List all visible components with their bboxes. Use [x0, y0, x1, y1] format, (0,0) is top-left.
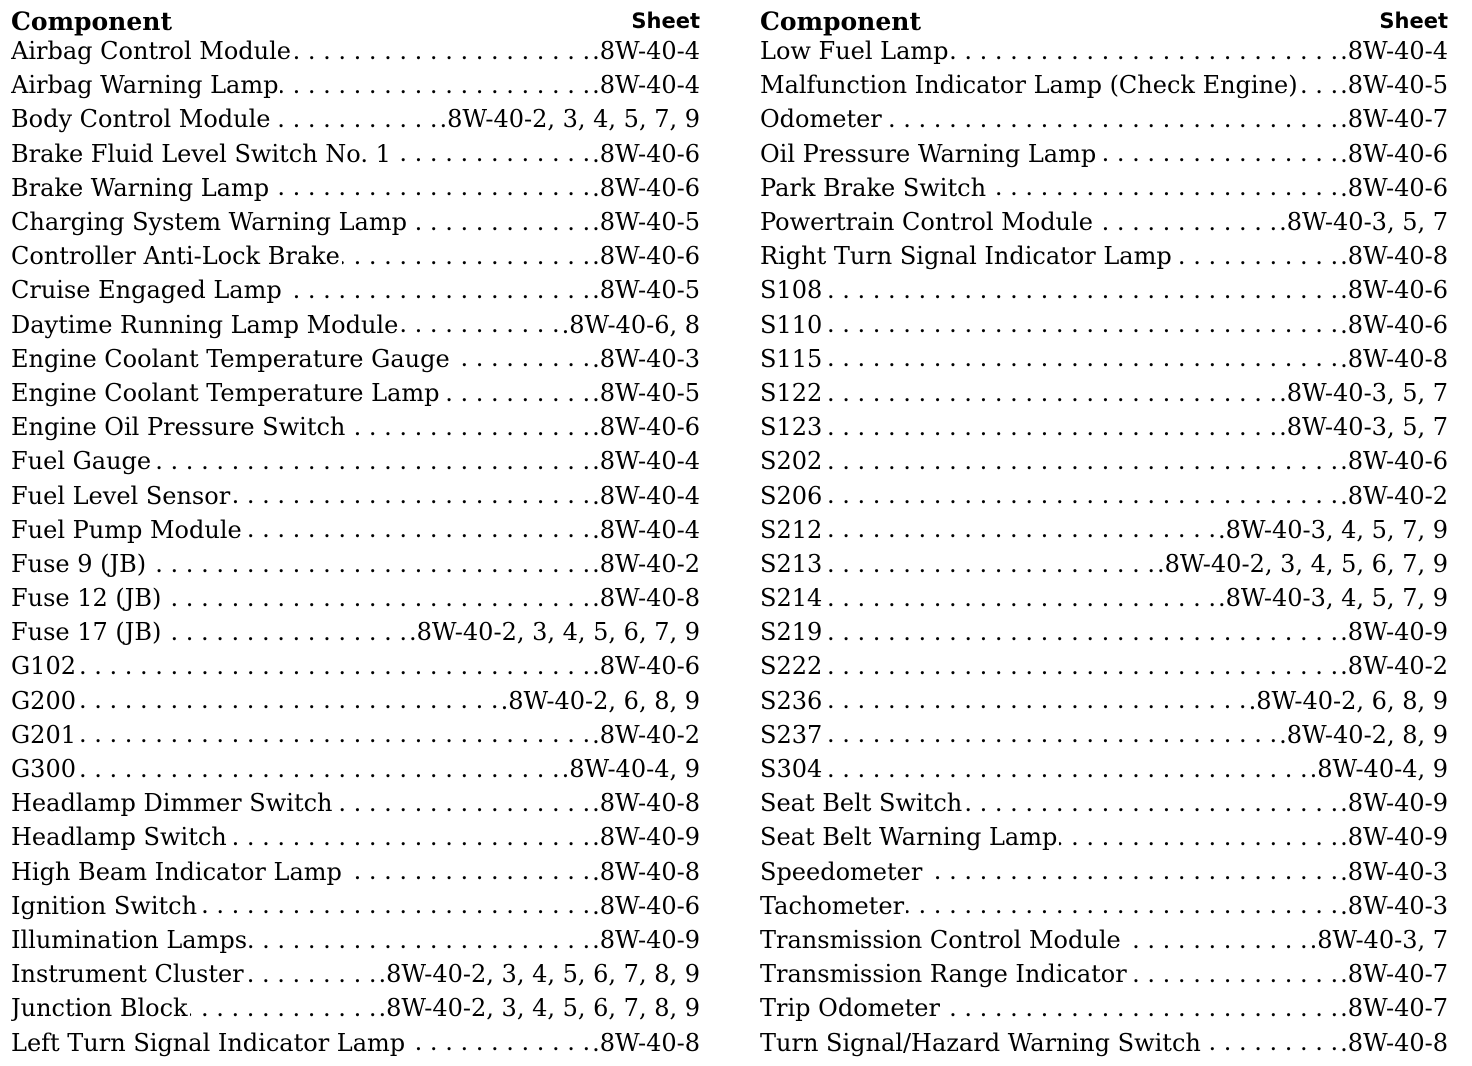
component-row [760, 444, 1448, 478]
sheet-reference: .8W-40-4 [592, 447, 700, 476]
sheet-reference: .8W-40-2, 3, 4, 5, 6, 7, 9 [1156, 549, 1448, 578]
sheet-reference: .8W-40-3 [1340, 857, 1448, 886]
dot-leader [163, 584, 590, 613]
left-column-header [11, 0, 700, 34]
component-name: Transmission Range Indicator [760, 960, 1127, 989]
component-name: S304 [760, 755, 823, 784]
component-row [760, 547, 1448, 581]
dot-leader [824, 379, 1277, 408]
dot-leader [824, 344, 1338, 373]
dot-leader [342, 242, 590, 271]
dot-leader [824, 550, 1155, 579]
component-name: S110 [760, 310, 823, 339]
sheet-reference: .8W-40-6 [592, 891, 700, 920]
sheet-reference: .8W-40-4 [592, 515, 700, 544]
component-name: Brake Warning Lamp [11, 173, 270, 202]
component-name: Charging System Warning Lamp [11, 208, 407, 237]
component-name: S123 [760, 413, 823, 442]
dot-leader [334, 789, 590, 818]
sheet-reference: .8W-40-2, 6, 8, 9 [1248, 686, 1448, 715]
component-name: Powertrain Control Module [760, 208, 1093, 237]
component-row [760, 376, 1448, 410]
sheet-reference: .8W-40-4 [592, 37, 700, 66]
dot-leader [824, 720, 1277, 749]
dot-leader [824, 652, 1338, 681]
component-row [760, 34, 1448, 68]
dot-leader [1098, 139, 1338, 168]
component-name: S219 [760, 618, 823, 647]
component-row [760, 684, 1448, 718]
component-row [11, 889, 700, 923]
dot-leader [824, 618, 1338, 647]
sheet-reference: .8W-40-3, 7 [1309, 925, 1448, 954]
component-row [760, 957, 1448, 991]
component-name: Seat Belt Warning Lamp [760, 823, 1058, 852]
sheet-header: Sheet [631, 9, 700, 33]
sheet-reference: .8W-40-6 [1340, 173, 1448, 202]
sheet-reference: .8W-40-2 [1340, 652, 1448, 681]
dot-leader [1203, 1028, 1338, 1057]
component-name: Transmission Control Module [760, 925, 1121, 954]
component-row [760, 102, 1448, 136]
component-name: Fuel Gauge [11, 447, 152, 476]
sheet-reference: .8W-40-6 [592, 173, 700, 202]
sheet-header: Sheet [1379, 9, 1448, 33]
sheet-reference: .8W-40-9 [1340, 618, 1448, 647]
sheet-reference: .8W-40-7 [1340, 960, 1448, 989]
left-column [11, 0, 700, 1066]
sheet-reference: .8W-40-5 [592, 208, 700, 237]
sheet-reference: .8W-40-4 [592, 481, 700, 510]
dot-leader [344, 857, 590, 886]
sheet-reference: .8W-40-8 [1340, 1028, 1448, 1057]
sheet-reference: .8W-40-3 [1340, 891, 1448, 920]
component-row [760, 752, 1448, 786]
component-row [11, 684, 700, 718]
dot-leader [824, 686, 1246, 715]
sheet-reference: .8W-40-8 [592, 1028, 700, 1057]
component-name: Body Control Module [11, 105, 271, 134]
component-name: S237 [760, 720, 823, 749]
dot-leader [199, 891, 590, 920]
component-row [760, 342, 1448, 376]
sheet-reference: .8W-40-9 [592, 823, 700, 852]
component-row [11, 718, 700, 752]
component-row [11, 786, 700, 820]
component-name: Illumination Lamps [11, 925, 248, 954]
component-name: Controller Anti-Lock Brake [11, 242, 340, 271]
sheet-reference: .8W-40-4 [1340, 37, 1448, 66]
component-row [760, 820, 1448, 854]
component-name: Left Turn Signal Indicator Lamp [11, 1028, 406, 1057]
dot-leader [1123, 926, 1308, 955]
sheet-reference: .8W-40-8 [592, 789, 700, 818]
component-name: G200 [11, 686, 76, 715]
dot-leader [1174, 242, 1338, 271]
component-row [760, 991, 1448, 1025]
component-row [11, 376, 700, 410]
dot-leader [1300, 71, 1339, 100]
component-name: S122 [760, 378, 823, 407]
dot-leader [824, 755, 1307, 784]
component-row [760, 855, 1448, 889]
sheet-reference: .8W-40-8 [1340, 242, 1448, 271]
component-row [760, 649, 1448, 683]
component-row [11, 444, 700, 478]
sheet-reference: .8W-40-6 [592, 652, 700, 681]
sheet-reference: .8W-40-3, 5, 7 [1279, 413, 1448, 442]
dot-leader [232, 481, 590, 510]
sheet-reference: .8W-40-6 [592, 242, 700, 271]
component-row [760, 205, 1448, 239]
dot-leader [244, 515, 590, 544]
component-name: Park Brake Switch [760, 173, 987, 202]
component-row [11, 410, 700, 444]
component-row [11, 513, 700, 547]
sheet-reference: .8W-40-5 [592, 276, 700, 305]
component-row [760, 718, 1448, 752]
sheet-reference: .8W-40-9 [1340, 823, 1448, 852]
sheet-reference: .8W-40-3, 4, 5, 7, 9 [1218, 584, 1448, 613]
sheet-reference: .8W-40-2, 6, 8, 9 [500, 686, 700, 715]
component-name: Engine Coolant Temperature Lamp [11, 378, 440, 407]
dot-leader [190, 994, 377, 1023]
dot-leader [824, 413, 1277, 442]
component-name: Turn Signal/Hazard Warning Switch [760, 1028, 1201, 1057]
sheet-reference: .8W-40-6 [1340, 310, 1448, 339]
component-name: S108 [760, 276, 823, 305]
component-name: Airbag Control Module [11, 37, 292, 66]
component-name: Engine Coolant Temperature Gauge [11, 344, 450, 373]
dot-leader [442, 379, 591, 408]
component-name: Right Turn Signal Indicator Lamp [760, 242, 1172, 271]
component-row [760, 923, 1448, 957]
sheet-reference: .8W-40-2, 8, 9 [1279, 720, 1448, 749]
component-name: Junction Block [11, 994, 188, 1023]
component-row [11, 923, 700, 957]
dot-leader [824, 515, 1216, 544]
component-row [11, 273, 700, 307]
sheet-reference: .8W-40-6 [592, 139, 700, 168]
component-row [760, 273, 1448, 307]
component-name: Malfunction Indicator Lamp (Check Engine) [760, 71, 1298, 100]
dot-leader [78, 686, 499, 715]
dot-leader [148, 550, 590, 579]
component-name: Low Fuel Lamp [760, 37, 949, 66]
dot-leader [951, 37, 1339, 66]
component-row [11, 957, 700, 991]
dot-leader [884, 105, 1338, 134]
dot-leader [293, 37, 590, 66]
component-name: Speedometer [760, 857, 923, 886]
component-name: Instrument Cluster [11, 960, 244, 989]
sheet-reference: .8W-40-4, 9 [1309, 755, 1448, 784]
sheet-reference: .8W-40-6 [1340, 276, 1448, 305]
sheet-reference: .8W-40-7 [1340, 105, 1448, 134]
component-row [760, 478, 1448, 512]
dot-leader [824, 310, 1338, 339]
dot-leader [347, 413, 590, 442]
dot-leader [1129, 960, 1338, 989]
component-name: Seat Belt Switch [760, 789, 963, 818]
sheet-reference: .8W-40-2 [592, 549, 700, 578]
dot-leader [988, 173, 1338, 202]
sheet-reference: .8W-40-6 [592, 413, 700, 442]
component-name: Cruise Engaged Lamp [11, 276, 282, 305]
component-name: Fuse 12 (JB) [11, 584, 162, 613]
component-row [760, 68, 1448, 102]
component-name: G102 [11, 652, 76, 681]
component-name: S212 [760, 515, 823, 544]
dot-leader [284, 276, 590, 305]
component-row [760, 410, 1448, 444]
dot-leader [824, 481, 1338, 510]
component-name: Airbag Warning Lamp [11, 71, 279, 100]
component-row [760, 513, 1448, 547]
component-row [11, 68, 700, 102]
component-name: Engine Oil Pressure Switch [11, 413, 346, 442]
component-row [11, 239, 700, 273]
component-name: Fuse 9 (JB) [11, 549, 147, 578]
component-row [11, 615, 700, 649]
dot-leader [924, 857, 1338, 886]
component-header: Component [11, 7, 172, 36]
component-row [11, 308, 700, 342]
component-name: Tachometer [760, 891, 905, 920]
component-name: Fuel Level Sensor [11, 481, 231, 510]
dot-leader [163, 618, 407, 647]
dot-leader [824, 447, 1338, 476]
component-row [11, 649, 700, 683]
component-name: Odometer [760, 105, 882, 134]
component-row [760, 137, 1448, 171]
component-row [11, 547, 700, 581]
dot-leader [1095, 208, 1277, 237]
component-row [11, 820, 700, 854]
dot-leader [942, 994, 1338, 1023]
sheet-reference: .8W-40-9 [592, 925, 700, 954]
component-row [11, 137, 700, 171]
dot-leader [1059, 823, 1338, 852]
component-header: Component [760, 7, 921, 36]
sheet-reference: .8W-40-5 [1340, 71, 1448, 100]
dot-leader [246, 960, 377, 989]
component-name: S206 [760, 481, 823, 510]
sheet-reference: .8W-40-5 [592, 378, 700, 407]
dot-leader [78, 755, 560, 784]
component-name: Daytime Running Lamp Module [11, 310, 399, 339]
dot-leader [824, 276, 1338, 305]
dot-leader [249, 926, 590, 955]
component-row [11, 581, 700, 615]
component-row [11, 34, 700, 68]
dot-leader [271, 173, 590, 202]
component-row [760, 1025, 1448, 1059]
component-name: G300 [11, 755, 76, 784]
dot-leader [280, 71, 590, 100]
sheet-reference: .8W-40-3, 4, 5, 7, 9 [1218, 515, 1448, 544]
component-name: S222 [760, 652, 823, 681]
right-component-list [760, 34, 1448, 1060]
sheet-reference: .8W-40-8 [1340, 344, 1448, 373]
component-name: Brake Fluid Level Switch No. 1 [11, 139, 391, 168]
component-row [760, 239, 1448, 273]
dot-leader [229, 823, 590, 852]
component-row [760, 889, 1448, 923]
sheet-reference: .8W-40-3 [592, 344, 700, 373]
component-row [760, 308, 1448, 342]
sheet-reference: .8W-40-2, 3, 4, 5, 6, 7, 8, 9 [378, 960, 700, 989]
right-column-header [760, 0, 1448, 34]
component-name: High Beam Indicator Lamp [11, 857, 342, 886]
sheet-reference: .8W-40-3, 5, 7 [1279, 378, 1448, 407]
component-name: Headlamp Switch [11, 823, 227, 852]
component-name: S115 [760, 344, 823, 373]
component-name: S236 [760, 686, 823, 715]
sheet-reference: .8W-40-6 [1340, 447, 1448, 476]
dot-leader [824, 584, 1216, 613]
component-name: Ignition Switch [11, 891, 198, 920]
sheet-reference: .8W-40-2 [592, 720, 700, 749]
component-row [11, 478, 700, 512]
component-row [760, 615, 1448, 649]
component-row [11, 102, 700, 136]
component-row [11, 342, 700, 376]
dot-leader [452, 344, 590, 373]
dot-leader [906, 891, 1338, 920]
component-row [11, 991, 700, 1025]
sheet-reference: .8W-40-8 [592, 584, 700, 613]
component-row [760, 581, 1448, 615]
sheet-reference: .8W-40-6, 8 [561, 310, 700, 339]
sheet-reference: .8W-40-3, 5, 7 [1279, 208, 1448, 237]
sheet-reference: .8W-40-8 [592, 857, 700, 886]
sheet-reference: .8W-40-2, 3, 4, 5, 6, 7, 9 [408, 618, 700, 647]
sheet-reference: .8W-40-2, 3, 4, 5, 6, 7, 8, 9 [378, 994, 700, 1023]
sheet-reference: .8W-40-9 [1340, 789, 1448, 818]
component-name: S213 [760, 549, 823, 578]
component-row [11, 171, 700, 205]
dot-leader [393, 139, 590, 168]
component-row [11, 752, 700, 786]
dot-leader [400, 310, 559, 339]
dot-leader [273, 105, 438, 134]
component-row [760, 171, 1448, 205]
component-row [11, 1025, 700, 1059]
component-name: Headlamp Dimmer Switch [11, 789, 333, 818]
component-name: Fuel Pump Module [11, 515, 242, 544]
left-component-list [11, 34, 700, 1060]
sheet-reference: .8W-40-7 [1340, 994, 1448, 1023]
component-row [760, 786, 1448, 820]
sheet-reference: .8W-40-4, 9 [561, 755, 700, 784]
dot-leader [78, 720, 590, 749]
component-row [11, 205, 700, 239]
right-column [760, 0, 1448, 1066]
sheet-reference: .8W-40-6 [1340, 139, 1448, 168]
sheet-reference: .8W-40-2, 3, 4, 5, 7, 9 [439, 105, 700, 134]
component-name: G201 [11, 720, 76, 749]
component-name: S214 [760, 584, 823, 613]
component-name: Trip Odometer [760, 994, 940, 1023]
dot-leader [964, 789, 1338, 818]
component-name: S202 [760, 447, 823, 476]
dot-leader [409, 208, 590, 237]
component-name: Oil Pressure Warning Lamp [760, 139, 1097, 168]
dot-leader [78, 652, 590, 681]
sheet-reference: .8W-40-2 [1340, 481, 1448, 510]
sheet-reference: .8W-40-4 [592, 71, 700, 100]
dot-leader [153, 447, 590, 476]
component-row [11, 855, 700, 889]
component-name: Fuse 17 (JB) [11, 618, 162, 647]
dot-leader [407, 1028, 590, 1057]
